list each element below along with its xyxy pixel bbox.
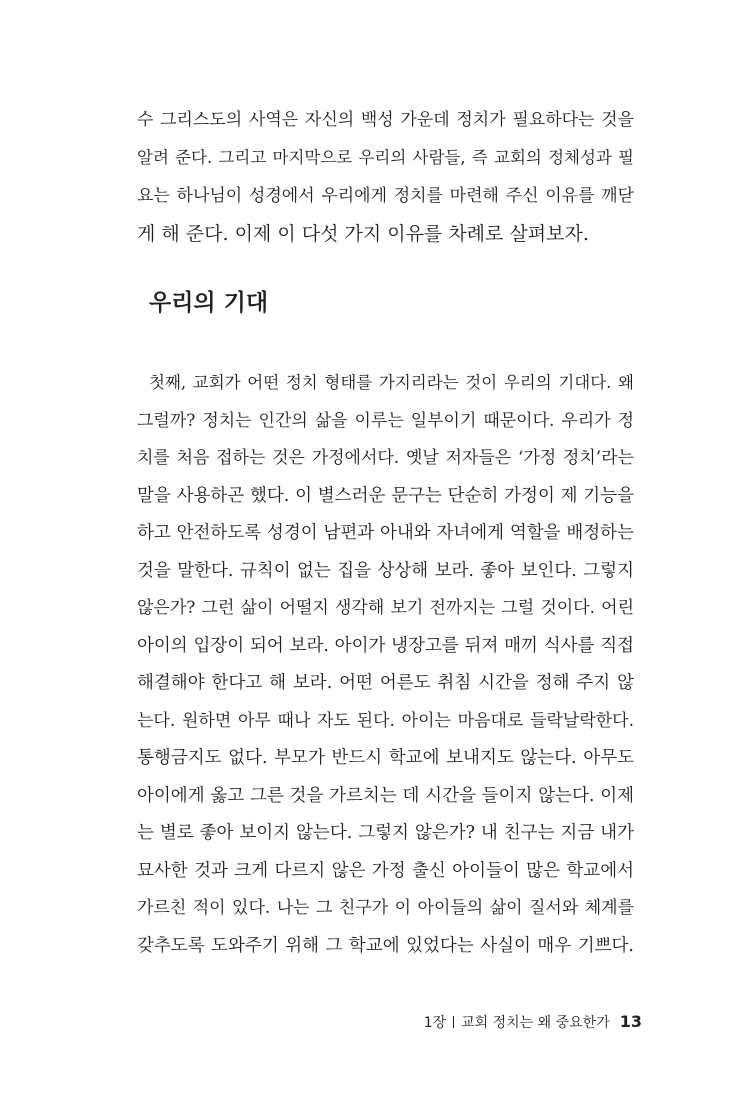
body-line: 가르친 적이 있다. 나는 그 친구가 이 아이들의 삶이 질서와 체계를 [137,898,634,918]
body-line: 하고 안전하도록 성경이 남편과 아내와 자녀에게 역할을 배정하는 [137,523,634,543]
body-line: 묘사한 것과 크게 다르지 않은 가정 출신 아이들이 많은 학교에서 [137,861,634,881]
intro-line: 요는 하나님이 성경에서 우리에게 정치를 마련해 주신 이유를 깨닫 [137,186,634,206]
body-line: 말을 사용하곤 했다. 이 별스러운 문구는 단순히 가정이 제 기능을 [137,486,634,506]
body-line: 통행금지도 없다. 부모가 반드시 학교에 보내지도 않는다. 아무도 [137,748,634,768]
body-line: 것을 말한다. 규칙이 없는 집을 상상해 보라. 좋아 보인다. 그렇지 [137,561,634,581]
footer-divider [453,1016,454,1028]
body-line: 그럴까? 정치는 인간의 삶을 이루는 일부이기 때문이다. 우리가 정 [137,411,634,431]
body-line: 갖추도록 도와주기 위해 그 학교에 있었다는 사실이 매우 기쁘다. [137,936,634,956]
chapter-label: 1장 [423,1015,447,1031]
body-line: 아이에게 옳고 그른 것을 가르치는 데 시간을 들이지 않는다. 이제 [137,786,634,806]
running-footer [424,1012,642,1033]
body-line: 아이의 입장이 되어 보라. 아이가 냉장고를 뒤져 매끼 식사를 직접 [137,636,634,656]
body-line: 치를 처음 접하는 것은 가정에서다. 옛날 저자들은 ‘가정 정치’라는 [137,448,634,468]
intro-line: 게 해 준다. 이제 이 다섯 가지 이유를 차례로 살펴보자. [137,223,589,245]
body-line: 는 별로 좋아 보이지 않는다. 그렇지 않은가? 내 친구는 지금 내가 [137,823,634,843]
intro-line: 수 그리스도의 사역은 자신의 백성 가운데 정치가 필요하다는 것을 [137,110,634,130]
body-line: 해결해야 한다고 해 보라. 어떤 어른도 취침 시간을 정해 주지 않 [137,673,634,693]
section-heading: 우리의 기대 [149,290,269,316]
body-line: 는다. 원하면 아무 때나 자도 된다. 아이는 마음대로 들락날락한다. [137,711,634,731]
body-line: 첫째, 교회가 어떤 정치 형태를 가지리라는 것이 우리의 기대다. 왜 [149,373,634,392]
body-line: 않은가? 그런 삶이 어떨지 생각해 보기 전까지는 그럴 것이다. 어린 [137,598,634,618]
chapter-title: 교회 정치는 왜 중요한가 [461,1015,610,1031]
intro-line: 알려 준다. 그리고 마지막으로 우리의 사람들, 즉 교회의 정체성과 필 [137,148,634,167]
page-number: 13 [619,1012,642,1031]
